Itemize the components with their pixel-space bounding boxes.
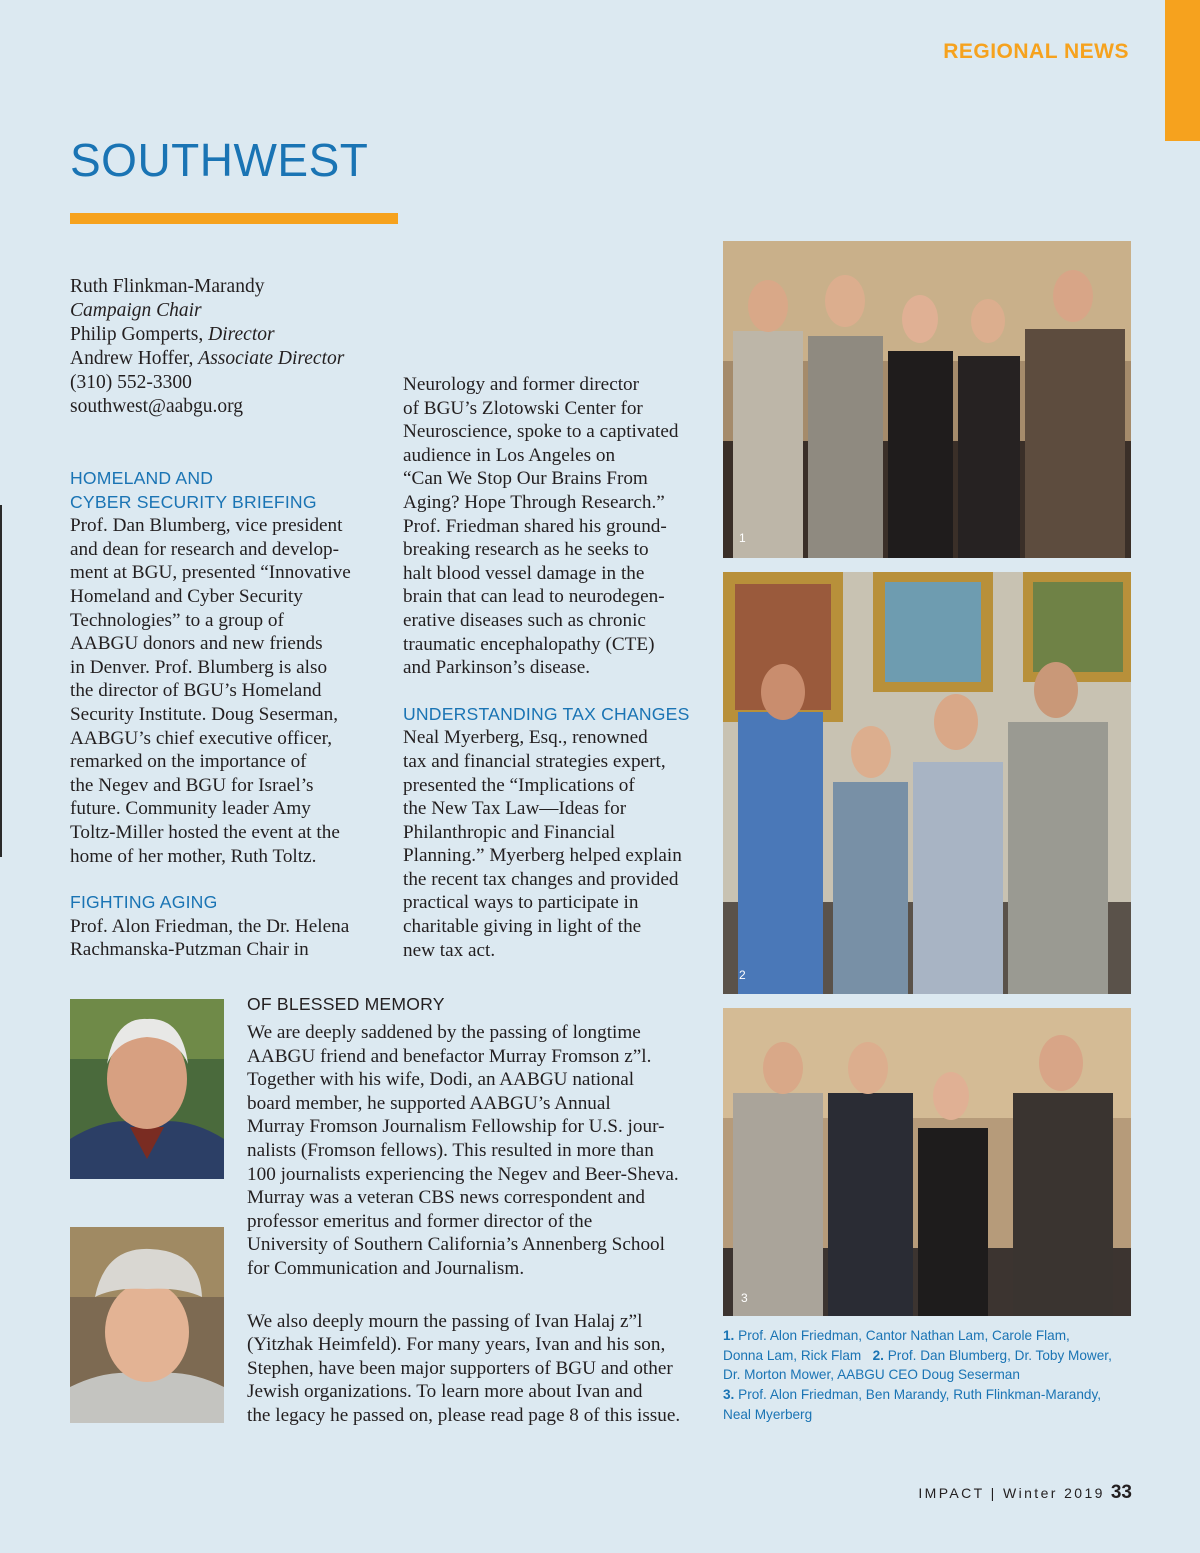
section-tab-marker <box>1165 0 1200 141</box>
contact-block <box>70 275 390 419</box>
event-photo-3 <box>723 1008 1131 1316</box>
contact-phone: (310) 552-3300 <box>70 372 192 393</box>
contact-name: Ruth Flinkman-Marandy <box>70 276 265 297</box>
photo-number-2: 2 <box>739 968 746 982</box>
article-column-left <box>70 467 375 962</box>
memorial-paragraph-halaj: We also deeply mourn the passing of Ivan Halaj z”l (Yitzhak Heimfeld). For many years, Ivan and his son, Stephen, have been major supporters of BGU and other Jewish organizations. To learn more about Ivan and the legacy he passed on, please read page 8 of this issue. <box>247 1310 681 1426</box>
section-label: REGIONAL NEWS <box>943 40 1129 63</box>
aging-body-continued: Neurology and former director of BGU’s Zlotowski Center for Neuroscience, spoke to a captivated audience in Los Angeles on “Can We Stop Our Brains From Aging? Hope Through Research.” Prof. Friedman shared his ground- breaking research as he seeks to halt blood vessel damage in the brain that can lead to neurodegen- erative diseases such as chronic traumatic encephalopathy (CTE) and Parkinson’s disease. <box>403 374 679 679</box>
memorial-heading: OF BLESSED MEMORY <box>247 994 445 1014</box>
caption-line-1: 1. Prof. Alon Friedman, Cantor Nathan Lam, Carole Flam, <box>723 1328 1070 1343</box>
memorial-paragraph-fromson: We are deeply saddened by the passing of longtime AABGU friend and benefactor Murray Fromson z”l. Together with his wife, Dodi, an AABGU national board member, he supported AABGU’s Annual Murray Fromson Journalism Fellowship for U.S. jour- nalists (Fromson fellows). This resulted in more than 100 journalists experiencing the Negev and Beer-Sheva. Murray was a veteran CBS news correspondent and professor emeritus and former director of the University of Southern California’s Annenberg School for Communication and Journalism. <box>247 1022 679 1279</box>
homeland-heading: HOMELAND AND CYBER SECURITY BRIEFING <box>70 468 317 512</box>
event-photo-2 <box>723 572 1131 994</box>
photo-number-3: 3 <box>741 1291 748 1305</box>
title-underline <box>70 213 398 224</box>
aging-heading: FIGHTING AGING <box>70 892 218 913</box>
page-footer <box>860 1482 1132 1504</box>
contact-email: southwest@aabgu.org <box>70 396 244 417</box>
contact-director: Philip Gomperts, Director <box>70 324 275 345</box>
photo-number-1: 1 <box>739 531 746 545</box>
contact-name-role: Campaign Chair <box>70 300 202 321</box>
page-title: SOUTHWEST <box>70 134 369 186</box>
portrait-murray-fromson <box>70 999 224 1179</box>
caption-line-2: Donna Lam, Rick Flam 2. Prof. Dan Blumberg, Dr. Toby Mower, <box>723 1347 1112 1363</box>
homeland-body: Prof. Dan Blumberg, vice president and dean for research and develop- ment at BGU, presented “Innovative Homeland and Cyber Security Technologies” to a group of AABGU donors and new friends in Denver. Prof. Blumberg is also the director of BGU’s Homeland Security Institute. Doug Seserman, AABGU’s chief executive officer, remarked on the importance of the Negev and BGU for Israel’s future. Community leader Amy Toltz-Miller hosted the event at the home of her mother, Ruth Toltz. <box>70 515 351 867</box>
article-column-middle <box>403 373 703 962</box>
page-number: 33 <box>1110 1482 1132 1503</box>
photo-captions <box>723 1326 1143 1425</box>
caption-line-4: 3. Prof. Alon Friedman, Ben Marandy, Ruth Flinkman-Marandy, <box>723 1387 1102 1403</box>
portrait-ivan-halaj <box>70 1227 224 1423</box>
caption-line-5: Neal Myerberg <box>723 1406 813 1422</box>
event-photo-1 <box>723 241 1131 558</box>
page-edge-shadow <box>0 505 2 857</box>
caption-line-3: Dr. Morton Mower, AABGU CEO Doug Seserman <box>723 1367 1020 1383</box>
aging-body-start: Prof. Alon Friedman, the Dr. Helena Rachmanska-Putzman Chair in <box>70 915 350 961</box>
contact-associate: Andrew Hoffer, Associate Director <box>70 348 345 369</box>
memorial-article <box>247 993 707 1428</box>
magazine-issue: IMPACT | Winter 2019 <box>918 1485 1105 1501</box>
tax-body: Neal Myerberg, Esq., renowned tax and financial strategies expert, presented the “Implications of the New Tax Law—Ideas for Philanthropic and Financial Planning.” Myerberg helped explain the recent tax changes and provided practical ways to participate in charitable giving in light of the new tax act. <box>403 727 682 961</box>
tax-heading: UNDERSTANDING TAX CHANGES <box>403 703 690 724</box>
